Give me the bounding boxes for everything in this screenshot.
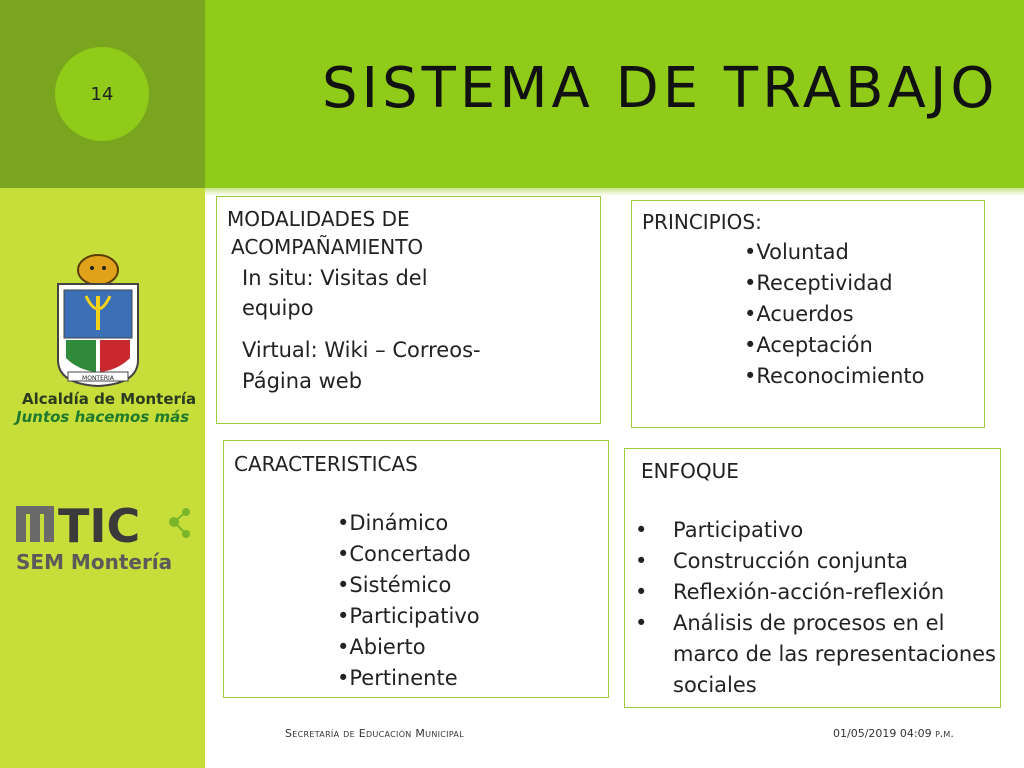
alcaldia-slogan: Juntos hacemos más xyxy=(16,408,190,426)
caracteristicas-heading: CARACTERISTICAS xyxy=(234,452,418,476)
principios-list xyxy=(744,237,925,392)
svg-text:MONTERIA: MONTERIA xyxy=(82,375,114,382)
mtic-logo-icon xyxy=(14,486,196,548)
modalidad-virtual-2: Página web xyxy=(242,369,363,393)
list-item-text: Análisis de procesos en el xyxy=(673,611,945,635)
list-item: •Voluntad xyxy=(744,240,849,264)
list-item xyxy=(625,515,1002,546)
principios-heading: PRINCIPIOS: xyxy=(642,210,762,234)
list-item-text: Reflexión-acción-reflexión xyxy=(673,580,945,604)
list-item xyxy=(625,546,1002,577)
mtic-subtitle: SEM Montería xyxy=(16,550,173,574)
bullet: • xyxy=(635,549,648,573)
list-item: •Aceptación xyxy=(744,333,873,357)
modalidades-box xyxy=(216,196,601,424)
footer-datetime: 01/05/2019 04:09 p.m. xyxy=(833,727,954,740)
list-item: •Receptividad xyxy=(744,271,893,295)
title-bar-fade xyxy=(205,188,1024,196)
modalidades-heading-1: MODALIDADES DE xyxy=(227,207,410,231)
list-item-continuation: marco de las representaciones xyxy=(673,642,996,666)
bullet: • xyxy=(635,518,648,542)
caracteristicas-list xyxy=(337,508,480,694)
list-item xyxy=(625,577,1002,608)
bullet: • xyxy=(635,580,648,604)
list-item: •Concertado xyxy=(337,542,471,566)
list-item-text: Construcción conjunta xyxy=(673,549,908,573)
svg-text:TIC: TIC xyxy=(58,499,141,548)
modalidades-heading-2: ACOMPAÑAMIENTO xyxy=(231,235,424,259)
list-item: •Participativo xyxy=(337,604,480,628)
list-item: •Sistémico xyxy=(337,573,452,597)
list-item: •Pertinente xyxy=(337,666,458,690)
alcaldia-name: Alcaldía de Montería xyxy=(22,390,197,408)
modalidad-virtual-1: Virtual: Wiki – Correos- xyxy=(242,338,481,362)
principios-box xyxy=(631,200,985,428)
list-item: •Reconocimiento xyxy=(744,364,925,388)
enfoque-box xyxy=(624,448,1001,708)
bullet: • xyxy=(635,611,648,635)
list-item: •Acuerdos xyxy=(744,302,854,326)
enfoque-heading: ENFOQUE xyxy=(641,459,739,483)
list-item xyxy=(625,608,1002,639)
list-item: •Abierto xyxy=(337,635,426,659)
alcaldia-logo xyxy=(14,252,197,432)
slide-number: 14 xyxy=(55,47,149,141)
footer-department: Secretaría de Educación Municipal xyxy=(285,727,464,740)
modalidad-insitu-1: In situ: Visitas del xyxy=(242,266,428,290)
list-item-text: Participativo xyxy=(673,518,804,542)
slide-title: SISTEMA DE TRABAJO xyxy=(322,56,999,121)
list-item-continuation: sociales xyxy=(673,673,757,697)
list-item: •Dinámico xyxy=(337,511,449,535)
mtic-logo xyxy=(14,486,196,578)
enfoque-list xyxy=(625,515,1002,701)
caracteristicas-box xyxy=(223,440,609,698)
modalidad-insitu-2: equipo xyxy=(242,296,314,320)
